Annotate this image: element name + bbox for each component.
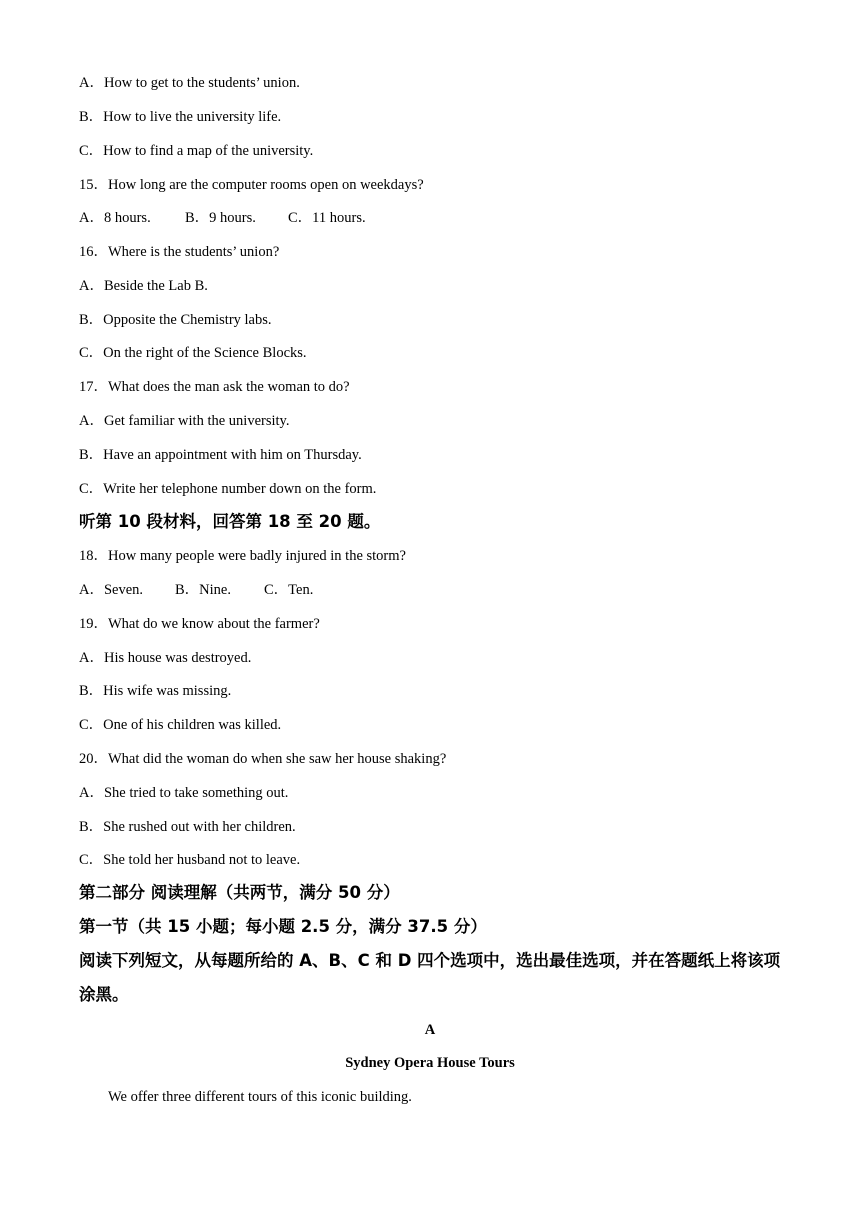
- q20-option-b: B．She rushed out with her children.: [79, 819, 296, 835]
- q15-options: [79, 208, 366, 228]
- reading-instructions: 阅读下列短文，从每题所给的 A、B、C 和 D 四个选项中，选出最佳选项，并在答题纸上将该项涂黑。: [79, 951, 781, 1004]
- q17-question: 17．What does the man ask the woman to do?: [79, 379, 350, 395]
- q18-option-c: C．Ten.: [264, 582, 314, 598]
- q18-option-a: A．Seven.: [79, 582, 144, 598]
- q16-option-c: C．On the right of the Science Blocks.: [79, 345, 307, 361]
- q14-option-b: B．How to live the university life.: [79, 109, 282, 125]
- passage-title: Sydney Opera House Tours: [345, 1055, 515, 1071]
- q20-option-c: C．She told her husband not to leave.: [79, 852, 301, 868]
- q19-option-a: A．His house was destroyed.: [79, 650, 252, 666]
- q19-option-c: C．One of his children was killed.: [79, 717, 282, 733]
- q14-option-c: C．How to find a map of the university.: [79, 143, 314, 159]
- q16-option-b: B．Opposite the Chemistry labs.: [79, 312, 272, 328]
- q19-option-b: B．His wife was missing.: [79, 683, 232, 699]
- q15-option-c: C．11 hours.: [288, 210, 366, 226]
- q16-question: 16．Where is the students’ union?: [79, 244, 280, 260]
- q14-option-a: A．How to get to the students’ union.: [79, 75, 300, 91]
- passage-intro: We offer three different tours of this iconic building.: [108, 1089, 412, 1105]
- q15-option-b: B．9 hours.: [185, 210, 256, 226]
- q20-question: 20．What did the woman do when she saw her house shaking?: [79, 751, 447, 767]
- q15-option-a: A．8 hours.: [79, 210, 151, 226]
- section10-heading: 听第 10 段材料，回答第 18 至 20 题。: [79, 512, 381, 531]
- q18-question: 18．How many people were badly injured in the storm?: [79, 548, 406, 564]
- q17-option-b: B．Have an appointment with him on Thursday.: [79, 447, 362, 463]
- q20-option-a: A．She tried to take something out.: [79, 785, 289, 801]
- q17-option-c: C．Write her telephone number down on the form.: [79, 481, 377, 497]
- section1-heading: 第一节（共 15 小题；每小题 2.5 分，满分 37.5 分）: [79, 917, 487, 936]
- part2-heading: 第二部分 阅读理解（共两节，满分 50 分）: [79, 883, 400, 902]
- q16-option-a: A．Beside the Lab B.: [79, 278, 208, 294]
- passage-letter: A: [424, 1022, 436, 1038]
- q15-question: 15．How long are the computer rooms open on weekdays?: [79, 177, 424, 193]
- q18-option-b: B．Nine.: [175, 582, 231, 598]
- q17-option-a: A．Get familiar with the university.: [79, 413, 290, 429]
- q18-options: [79, 580, 313, 600]
- q19-question: 19．What do we know about the farmer?: [79, 616, 320, 632]
